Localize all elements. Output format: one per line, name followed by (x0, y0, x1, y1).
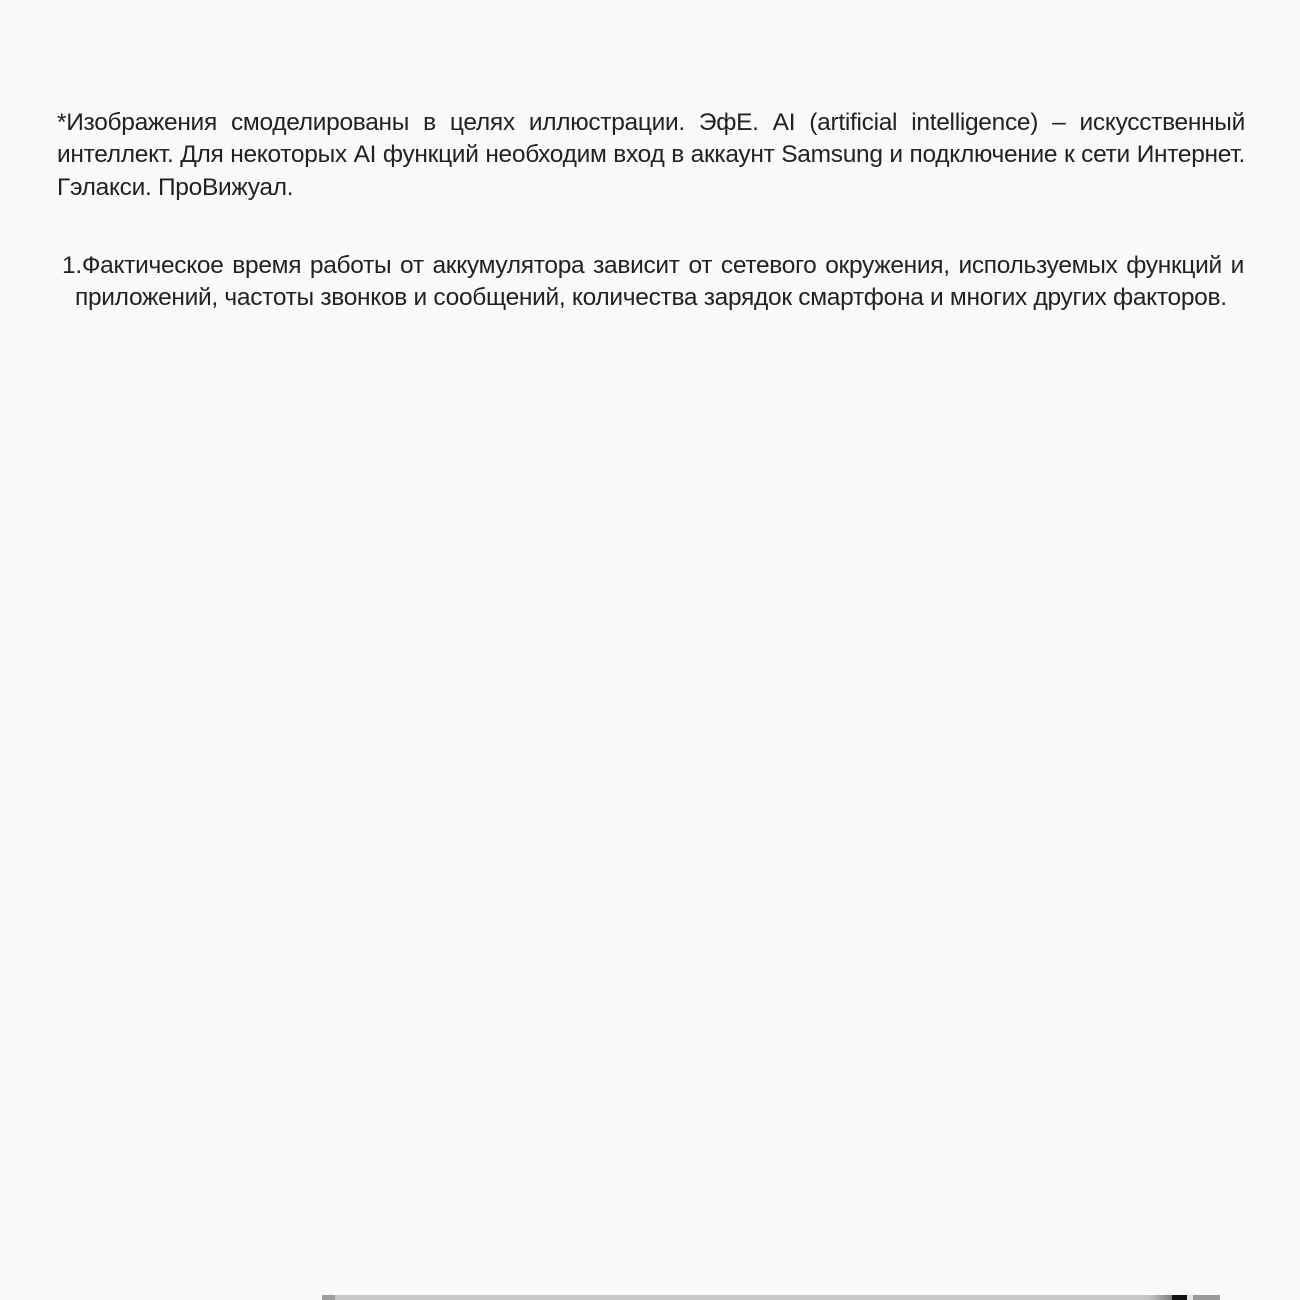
image-disclaimer-note: *Изображения смоделированы в целях иллюстрации. ЭфЕ. AI (artificial intelligence) – искусственный интеллект. Для некоторых AI функций необходим вход в аккаунт Samsung и подключение к сети Интернет. Гэлакси. ПроВижуал. (57, 108, 1245, 202)
scrollbar-track-shade (1148, 1295, 1172, 1300)
scrollbar-track-tip (322, 1295, 335, 1300)
footnote-text: Фактическое время работы от аккумулятора зависит от сетевого окружения, используемых функций и приложений, частоты звонков и сообщений, количества зарядок смартфона и многих других факторов. (75, 251, 1244, 312)
scrollbar-thumb[interactable] (1172, 1295, 1187, 1300)
horizontal-scrollbar[interactable] (322, 1295, 1220, 1300)
footnote-marker: 1. (62, 251, 82, 279)
footnote-item (62, 250, 1244, 315)
scrollbar-track-tail (1193, 1295, 1220, 1300)
